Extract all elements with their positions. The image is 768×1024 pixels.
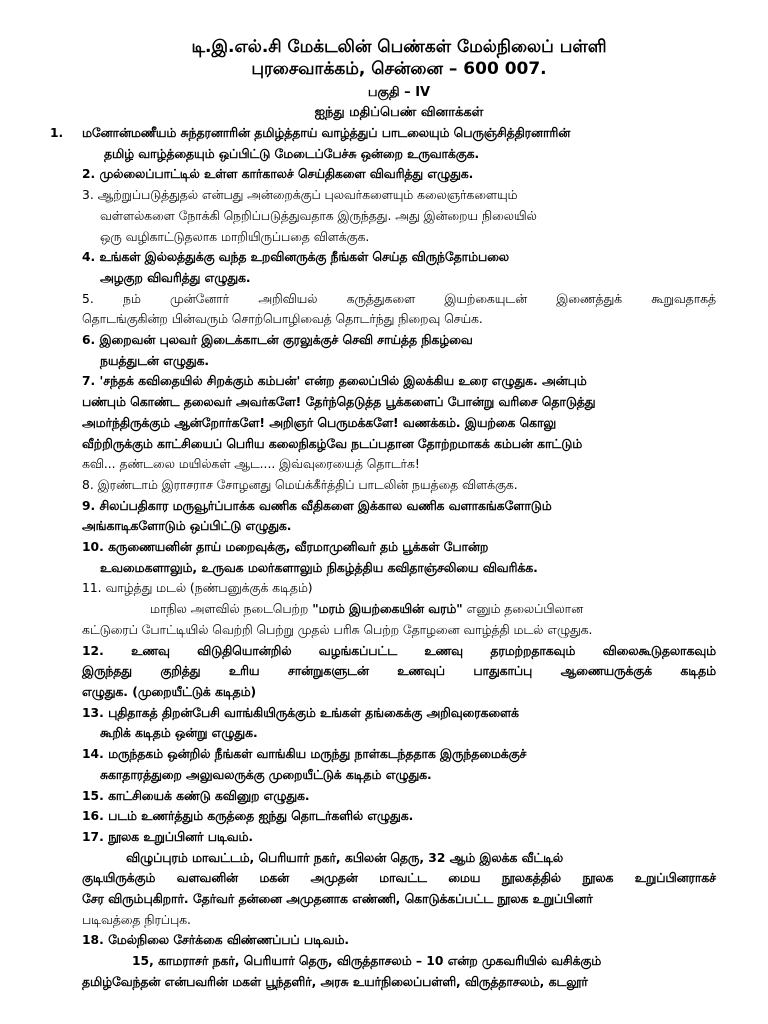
question-6: 6. இறைவன் புலவர் இடைக்காடன் குரலுக்குச் செவி சாய்த்த நிகழ்வை [82, 333, 473, 348]
question-line: சேர விரும்புகிறார். தேர்வர் தன்னை அமுதனாக எண்ணி, கொடுக்கப்பட்ட நூலக உறுப்பினர் [82, 892, 593, 907]
question-2: 2. முல்லைப்பாட்டில் உள்ள கார்காலச் செய்திகளை விவரித்து எழுதுக. [82, 167, 474, 182]
question-1 [50, 123, 716, 144]
part-heading: பகுதி – IV [367, 85, 431, 100]
question-line: தொடங்குகின்ற பின்வரும் சொற்பொழிவைத் தொடர்ந்து நிறைவு செய்க. [82, 312, 483, 327]
question-line: கூறிக் கடிதம் ஒன்று எழுதுக. [100, 726, 258, 741]
question-text: மாநில அளவில் நடைபெற்ற [150, 602, 309, 617]
question-line: விழுப்புரம் மாவட்டம், பெரியார் நகர், கபிலன் தெரு, 32 ஆம் இலக்க வீட்டில் [126, 850, 564, 865]
question-4: 4. உங்கள் இல்லத்துக்கு வந்த உறவினருக்கு நீங்கள் செய்த விருந்தோம்பலை [82, 250, 509, 265]
question-9: 9. சிலப்பதிகார மருவூர்ப்பாக்க வணிக வீதிகளை இக்கால வணிக வளாகங்களோடும் [82, 498, 552, 513]
question-line: எழுதுக. (முறையீட்டுக் கடிதம்) [82, 684, 257, 699]
question-line: பண்பும் கொண்ட தலைவர் அவர்களே! தேர்ந்தெடுத்த பூக்களைப் போன்று வரிசை தொடுத்து [82, 395, 596, 410]
question-18: 18. மேல்நிலை சேர்க்கை விண்ணப்பப் படிவம். [82, 933, 350, 948]
question-12: 12. உணவு விடுதியொன்றில் வழங்கப்பட்ட உணவு தரமற்றதாகவும் விலைகூடுதலாகவும் [82, 643, 716, 658]
question-number: 1. [50, 126, 64, 140]
question-line: தமிழ் வாழ்த்தையும் ஒப்பிட்டு மேடைப்பேச்சு ஒன்றை உருவாக்குக. [104, 146, 480, 161]
question-3: 3. ஆற்றுப்படுத்துதல் என்பது அன்றைக்குப் புலவர்களையும் கலைஞர்களையும் [82, 188, 518, 203]
question-11: 11. வாழ்த்து மடல் (நண்பனுக்குக் கடிதம்) [82, 581, 313, 596]
question-7: 7. 'சந்தக் கவிதையில் சிறக்கும் கம்பன்' என்ற தலைப்பில் இலக்கிய உரை எழுதுக. அன்பும் [82, 374, 587, 389]
question-line: கவி... தண்டலை மயில்கள் ஆட.... இவ்வுரையைத் தொடர்க! [82, 457, 420, 472]
essay-title: "மரம் இயற்கையின் வரம்" [312, 602, 463, 617]
question-line: படிவத்தை நிரப்புக. [82, 912, 191, 927]
question-14: 14. மருந்தகம் ஒன்றில் நீங்கள் வாங்கிய மருந்து நாள்கடந்ததாக இருந்தமைக்குச் [82, 747, 527, 762]
question-text: எனும் தலைப்பிலான [466, 602, 584, 617]
school-address: புரசைவாக்கம், சென்னை – 600 007. [251, 59, 547, 79]
question-text: மனோன்மணீயம் சுந்தரனாரின் தமிழ்த்தாய் வாழ்த்துப் பாடலையும் பெருஞ்சித்திரனாரின் [82, 126, 571, 140]
school-name: டி.இ.எல்.சி மேக்டலின் பெண்கள் மேல்நிலைப் பள்ளி [191, 37, 607, 57]
question-line: வள்ளல்களை நோக்கி நெறிப்படுத்துவதாக இருந்தது. அது இன்றைய நிலையில் [100, 208, 537, 223]
question-5: 5. நம் முன்னோர் அறிவியல் கருத்துகளை இயற்கையுடன் இணைத்துக் கூறுவதாகத் [82, 291, 716, 306]
question-10: 10. கருணையனின் தாய் மறைவுக்கு, வீரமாமுனிவர் தம் பூக்கள் போன்ற [82, 540, 489, 555]
question-line: தமிழ்வேந்தன் என்பவரின் மகள் பூந்தளிர், அரசு உயர்நிலைப்பள்ளி, விருத்தாசலம், கடலூர் [82, 974, 588, 989]
question-line: வீற்றிருக்கும் காட்சியைப் பெரிய கலைநிகழ்வே நடப்பதான தோற்றமாகக் கம்பன் காட்டும் [82, 436, 583, 451]
question-line: ஒரு வழிகாட்டுதலாக மாறியிருப்பதை விளக்குக. [100, 229, 370, 244]
question-line: சுகாதாரத்துறை அலுவலருக்கு முறையீட்டுக் கடிதம் எழுதுக. [100, 767, 432, 782]
question-line: அங்காடிகளோடும் ஒப்பிட்டு எழுதுக. [82, 519, 292, 534]
question-line: குடியிருக்கும் வளவனின் மகன் அமுதன் மாவட்ட மைய நூலகத்தில் நூலக உறுப்பினராகச் [82, 871, 716, 886]
question-line [82, 599, 716, 620]
question-16: 16. படம் உணர்த்தும் கருத்தை ஐந்து தொடர்களில் எழுதுக. [82, 809, 414, 824]
question-17: 17. நூலக உறுப்பினர் படிவம். [82, 829, 254, 844]
question-line: இருந்தது குறித்து உரிய சான்றுகளுடன் உணவுப் பாதுகாப்பு ஆணையருக்குக் கடிதம் [82, 664, 716, 679]
question-13: 13. புதிதாகத் திறன்பேசி வாங்கியிருக்கும் உங்கள் தங்கைக்கு அறிவுரைகளைக் [82, 705, 519, 720]
question-line: நயத்துடன் எழுதுக. [100, 353, 210, 368]
question-15: 15. காட்சியைக் கண்டு கவினுற எழுதுக. [82, 788, 310, 803]
question-line: 15, காமராசர் நகர், பெரியார் தெரு, விருத்தாசலம் – 10 என்ற முகவரியில் வசிக்கும் [132, 954, 602, 969]
question-8: 8. இரண்டாம் இராசராச சோழனது மெய்க்கீர்த்திப் பாடலின் நயத்தை விளக்குக. [82, 477, 518, 492]
question-line: கட்டுரைப் போட்டியில் வெற்றி பெற்று முதல் பரிசு பெற்ற தோழனை வாழ்த்தி மடல் எழுதுக. [82, 622, 593, 637]
question-line: அமர்ந்திருக்கும் ஆன்றோர்களே! அறிஞர் பெருமக்களே! வணக்கம். இயற்கை கொலு [82, 415, 557, 430]
question-line: உவமைகளாலும், உருவக மலர்களாலும் நிகழ்த்திய கவிதாஞ்சலியை விவரிக்க. [100, 560, 538, 575]
question-line: அழகுற விவரித்து எழுதுக. [100, 270, 251, 285]
section-subtitle: ஐந்து மதிப்பெண் வினாக்கள் [314, 105, 484, 120]
